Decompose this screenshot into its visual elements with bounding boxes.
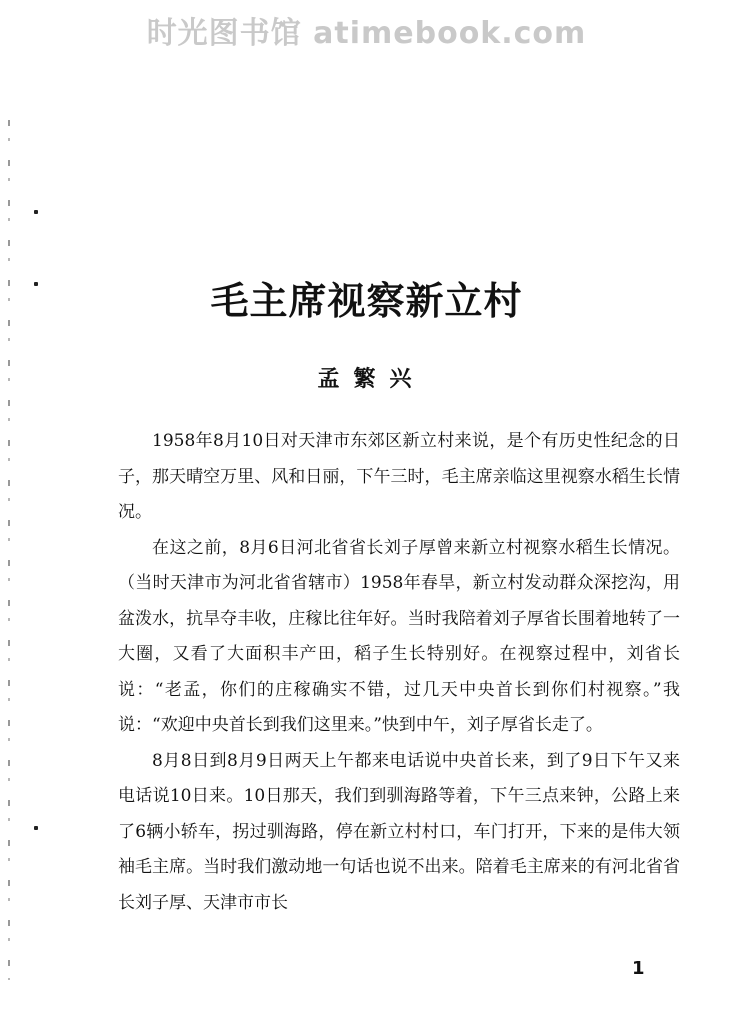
watermark: 时光图书馆 atimebook.com [146,16,587,51]
paragraph: 8月8日到8月9日两天上午都来电话说中央首长来，到了9日下午又来电话说10日来。10日那天，我们到驯海路等着，下午三点来钟，公路上来了6辆小轿车，拐过驯海路，停在新立村村口，车门打开，下来的是伟大领袖毛主席。当时我们激动地一句话也说不出来。陪着毛主席来的有河北省省长刘子厚、天津市市长 [118,750,680,913]
scan-speck [34,210,38,214]
page-title: 毛主席视察新立村 [210,279,523,323]
scan-speck [34,826,38,830]
scan-edge-artifact [8,120,10,980]
article-body [118,424,680,921]
paragraph: 在这之前，8月6日河北省省长刘子厚曾来新立村视察水稻生长情况。（当时天津市为河北省省辖市）1958年春旱，新立村发动群众深挖沟，用盆泼水，抗旱夺丰收，庄稼比往年好。当时我陪着刘子厚省长围着地转了一大圈，又看了大面积丰产田，稻子生长特别好。在视察过程中，刘省长说：“老孟，你们的庄稼确实不错，过几天中央首长到你们村视察。”我说：“欢迎中央首长到我们这里来。”快到中午，刘子厚省长走了。 [118,537,680,735]
paragraph: 1958年8月10日对天津市东郊区新立村来说，是个有历史性纪念的日子，那天晴空万里、风和日丽，下午三时，毛主席亲临这里视察水稻生长情况。 [118,431,680,522]
author-name: 孟繁兴 [317,366,426,392]
page-number: 1 [632,958,645,979]
